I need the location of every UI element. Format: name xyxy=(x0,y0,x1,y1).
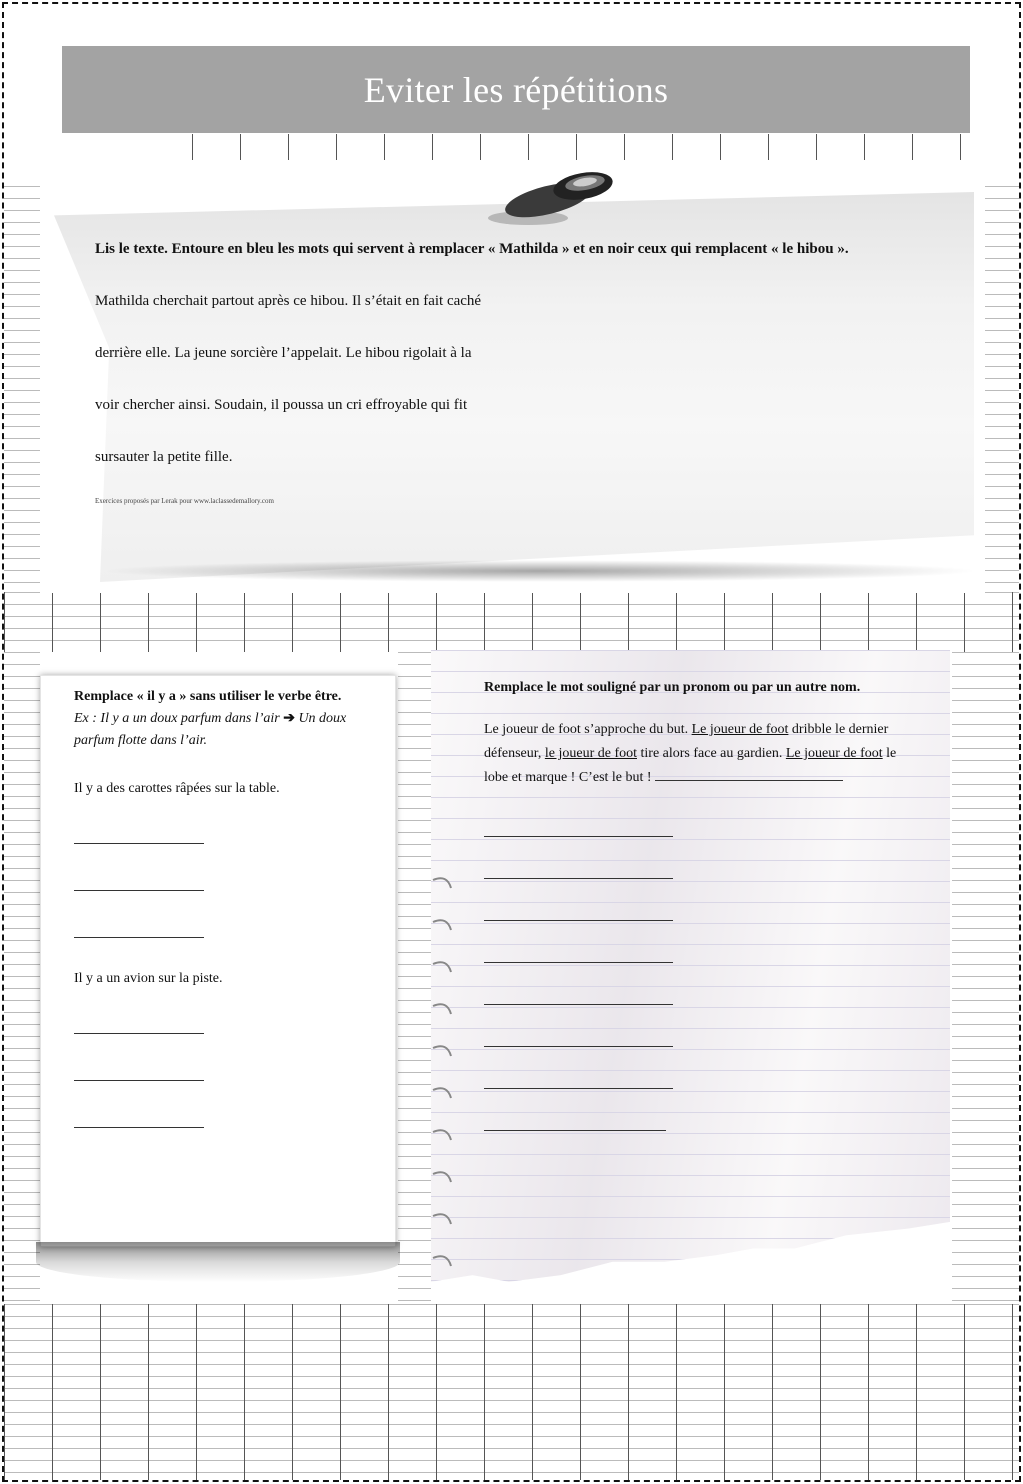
answer-line[interactable] xyxy=(74,937,204,938)
exercise1-passage xyxy=(95,288,885,496)
underlined-word: Le joueur de foot xyxy=(785,746,883,761)
passage-text: tire alors face au gardien. xyxy=(640,746,783,761)
answer-line[interactable] xyxy=(74,1080,204,1081)
grid-between-cards xyxy=(398,652,431,1302)
answer-line[interactable] xyxy=(484,1046,673,1047)
exercise2-text xyxy=(74,686,374,1128)
title-bar xyxy=(62,46,970,133)
answer-line[interactable] xyxy=(484,836,673,837)
exercise1-text xyxy=(95,236,885,514)
pushpin-icon xyxy=(478,168,623,230)
exercise3-title: Remplace le mot souligné par un pronom ou par un autre nom. xyxy=(484,680,861,695)
spiral-holes-icon xyxy=(431,860,461,1280)
grid-right-margin xyxy=(984,186,1019,591)
grid-middle-band xyxy=(4,592,1019,652)
page-title: Eviter les répétitions xyxy=(363,69,669,110)
answer-line[interactable] xyxy=(484,878,673,879)
grid-bottom-band xyxy=(4,1304,1019,1480)
exercise2-title: Remplace « il y a » sans utiliser le verbe être. xyxy=(74,689,342,704)
answer-line[interactable] xyxy=(484,1130,666,1131)
exercise3-passage xyxy=(484,718,914,790)
example-answer: Un doux parfum flotte dans l’air. xyxy=(74,711,347,748)
underlined-word: le joueur de foot xyxy=(544,746,637,761)
answer-line[interactable] xyxy=(74,1127,204,1128)
passage-line: sursauter la petite fille. xyxy=(95,449,233,465)
underlined-word: Le joueur de foot xyxy=(691,722,789,737)
answer-line[interactable] xyxy=(74,843,204,844)
card-shadow xyxy=(36,1242,400,1282)
passage-text: dribble le dernier défenseur, xyxy=(484,722,889,761)
exercise1-instruction: Lis le texte. Entoure en bleu les mots qui servent à remplacer « Mathilda » et en noir ceux qui remplacent « le hibou ». xyxy=(95,241,849,257)
exercise2-sentence-2: Il y a un avion sur la piste. xyxy=(74,971,223,986)
answer-line[interactable] xyxy=(484,920,673,921)
exercise3-text xyxy=(484,676,914,1131)
credit-line: Exercices proposés par Lerak pour www.laclassedemallory.com xyxy=(95,497,274,505)
passage-text: le lobe et marque ! C’est le but ! xyxy=(484,746,897,785)
example-sentence: Ex : Il y a un doux parfum dans l’air xyxy=(74,711,280,726)
note-shadow xyxy=(100,560,980,582)
passage-line: Mathilda cherchait partout après ce hibou. Il s’était en fait caché xyxy=(95,293,482,309)
passage-text: Le joueur de foot s’approche du but. xyxy=(484,722,689,737)
answer-line[interactable] xyxy=(484,1088,673,1089)
grid-left-side xyxy=(4,652,40,1302)
answer-line[interactable] xyxy=(484,962,673,963)
grid-right-side xyxy=(952,652,1019,1302)
answer-line[interactable] xyxy=(74,1033,204,1034)
exercise2-sentence-1: Il y a des carottes râpées sur la table. xyxy=(74,781,280,796)
answer-line[interactable] xyxy=(655,769,843,781)
passage-line: voir chercher ainsi. Soudain, il poussa un cri effroyable qui fit xyxy=(95,397,468,413)
arrow-right-icon: ➔ xyxy=(283,711,295,726)
grid-top-strip xyxy=(192,134,972,160)
answer-line[interactable] xyxy=(74,890,204,891)
answer-line[interactable] xyxy=(484,1004,673,1005)
passage-line: derrière elle. La jeune sorcière l’appelait. Le hibou rigolait à la xyxy=(95,345,472,361)
exercise2-example xyxy=(74,708,374,752)
grid-left-margin xyxy=(4,186,42,591)
